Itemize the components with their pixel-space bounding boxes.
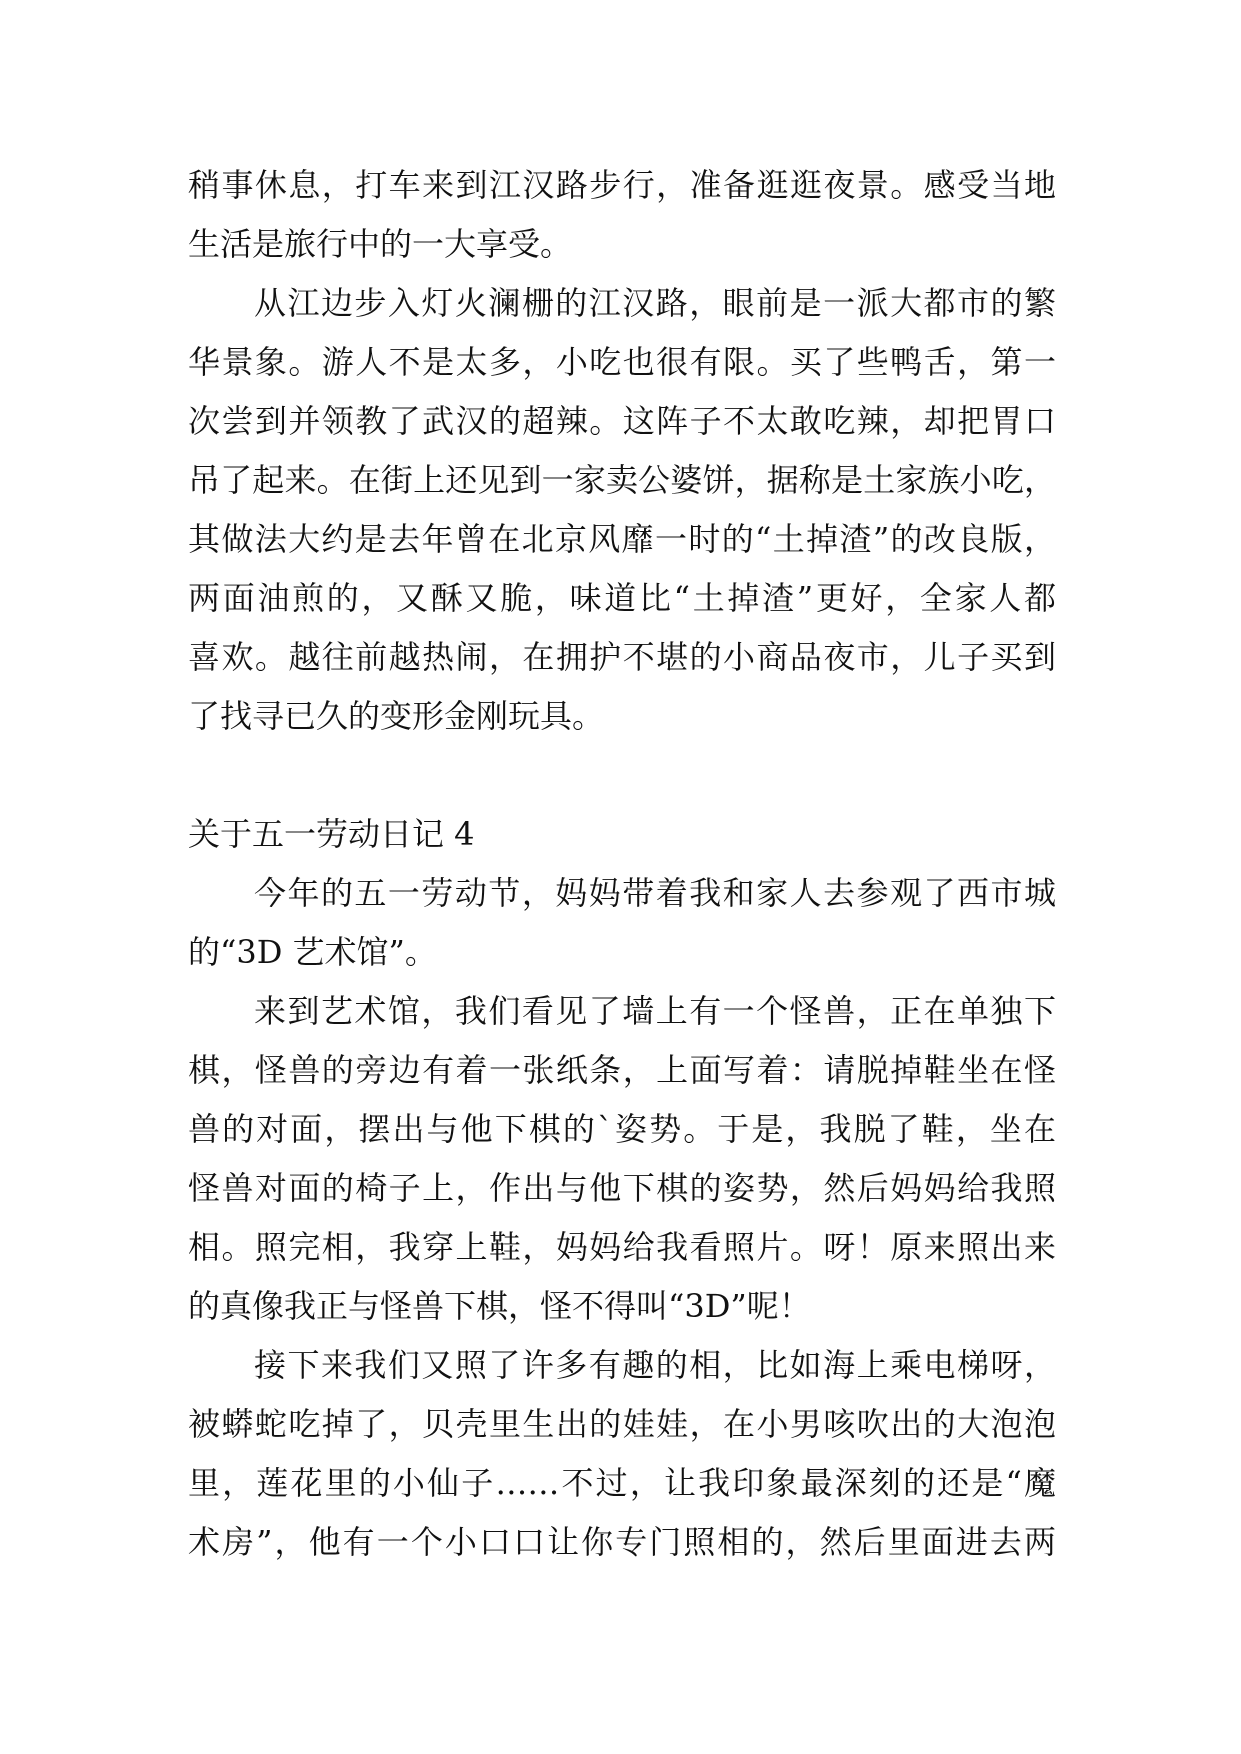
text-line: 其做法大约是去年曾在北京风靡一时的“土掉渣”的改良版， bbox=[188, 520, 1056, 558]
text-line: 里，莲花里的小仙子……不过，让我印象最深刻的还是“魔 bbox=[188, 1464, 1056, 1502]
document-page bbox=[188, 156, 1056, 1572]
text-line: 的“3D 艺术馆”。 bbox=[188, 933, 437, 971]
section-heading: 关于五一劳动日记 4 bbox=[188, 815, 475, 853]
text-line: 次尝到并领教了武汉的超辣。这阵子不太敢吃辣，却把胃口 bbox=[188, 402, 1056, 440]
text-line: 从江边步入灯火澜栅的江汉路，眼前是一派大都市的繁 bbox=[254, 284, 1056, 322]
text-line: 今年的五一劳动节，妈妈带着我和家人去参观了西市城 bbox=[254, 874, 1056, 912]
blank-line bbox=[188, 746, 1056, 805]
text-line: 吊了起来。在街上还见到一家卖公婆饼，据称是土家族小吃， bbox=[188, 461, 1056, 499]
text-line: 怪兽对面的椅子上，作出与他下棋的姿势，然后妈妈给我照 bbox=[188, 1169, 1056, 1207]
paragraph bbox=[188, 1336, 1056, 1572]
text-line: 棋，怪兽的旁边有着一张纸条，上面写着：请脱掉鞋坐在怪 bbox=[188, 1051, 1056, 1089]
text-line: 接下来我们又照了许多有趣的相，比如海上乘电梯呀， bbox=[254, 1346, 1056, 1384]
text-line: 来到艺术馆，我们看见了墙上有一个怪兽，正在单独下 bbox=[254, 992, 1056, 1030]
text-line: 的真像我正与怪兽下棋，怪不得叫“3D”呢！ bbox=[188, 1287, 811, 1325]
text-line: 稍事休息，打车来到江汉路步行，准备逛逛夜景。感受当地 bbox=[188, 166, 1056, 204]
text-line: 兽的对面，摆出与他下棋的`姿势。于是，我脱了鞋，坐在 bbox=[188, 1110, 1056, 1148]
text-line: 被蟒蛇吃掉了，贝壳里生出的娃娃，在小男咳吹出的大泡泡 bbox=[188, 1405, 1056, 1443]
text-line: 华景象。游人不是太多，小吃也很有限。买了些鸭舌，第一 bbox=[188, 343, 1056, 381]
paragraph bbox=[188, 982, 1056, 1336]
paragraph bbox=[188, 274, 1056, 746]
paragraph bbox=[188, 864, 1056, 982]
text-line: 两面油煎的，又酥又脆，味道比“土掉渣”更好，全家人都 bbox=[188, 579, 1056, 617]
text-line: 生活是旅行中的一大享受。 bbox=[188, 225, 573, 263]
paragraph bbox=[188, 156, 1056, 274]
text-line: 了找寻已久的变形金刚玩具。 bbox=[188, 697, 605, 735]
text-line: 喜欢。越往前越热闹，在拥护不堪的小商品夜市，儿子买到 bbox=[188, 638, 1056, 676]
text-line: 相。照完相，我穿上鞋，妈妈给我看照片。呀！原来照出来 bbox=[188, 1228, 1056, 1266]
text-line: 术房”，他有一个小口口让你专门照相的，然后里面进去两 bbox=[188, 1523, 1056, 1561]
